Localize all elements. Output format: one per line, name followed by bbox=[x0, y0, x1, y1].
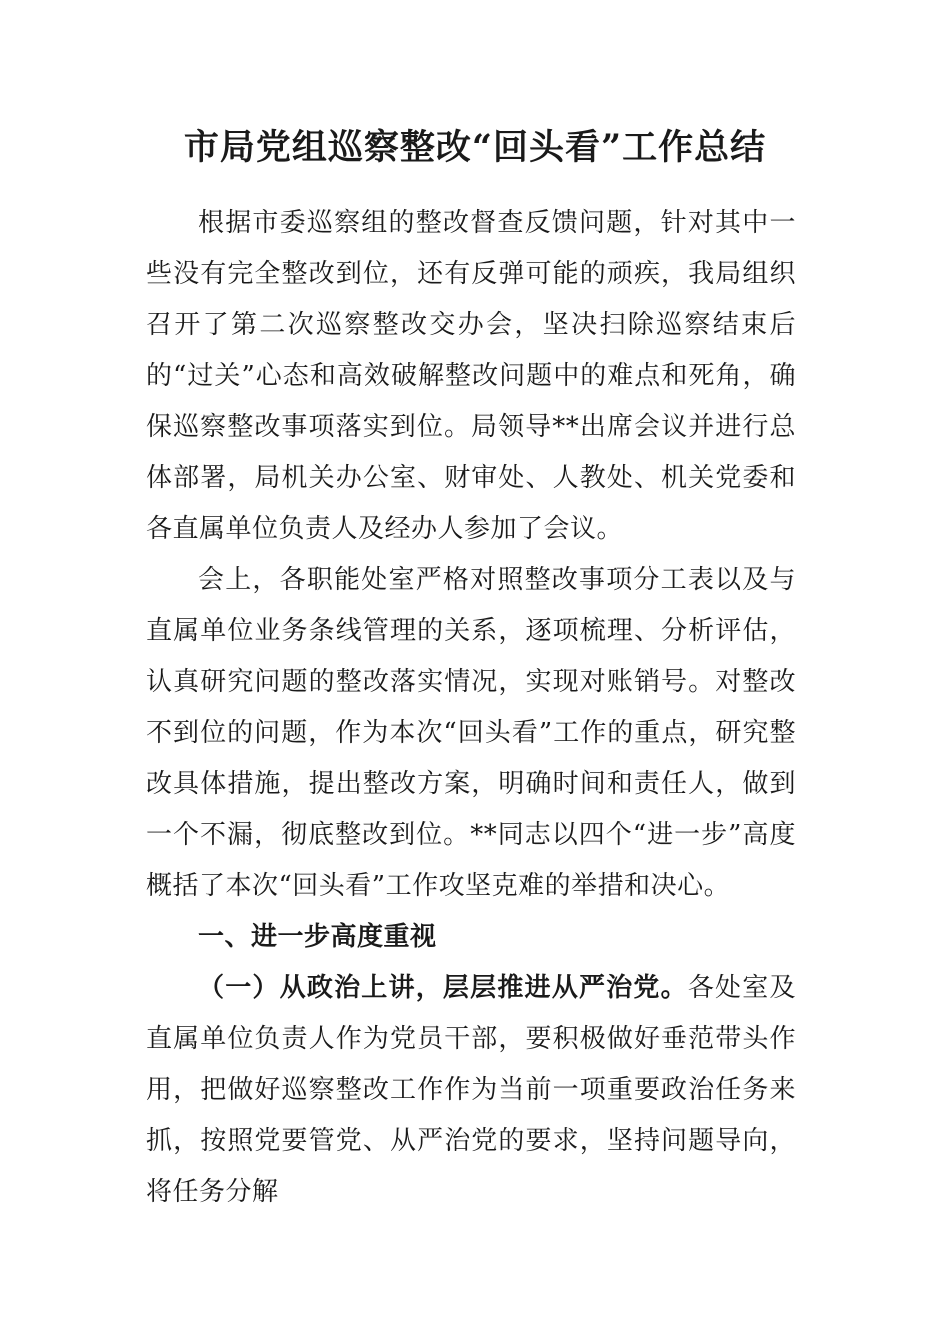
subsection-paragraph-1 bbox=[146, 963, 796, 1218]
section-heading-1: 一、进一步高度重视 bbox=[198, 922, 437, 952]
document-title: 市局党组巡察整改“回头看”工作总结 bbox=[183, 127, 767, 168]
document-body bbox=[146, 198, 796, 1218]
subsection-lead: （一）从政治上讲，层层推进从严治党。 bbox=[198, 973, 688, 1003]
body-paragraph-1: 根据市委巡察组的整改督查反馈问题，针对其中一些没有完全整改到位，还有反弹可能的顽疾，我局组织召开了第二次巡察整改交办会，坚决扫除巡察结束后的“过关”心态和高效破解整改问题中的难点和死角，确保巡察整改事项落实到位。局领导**出席会议并进行总体部署，局机关办公室、财审处、人教处、机关党委和各直属单位负责人及经办人参加了会议。 bbox=[146, 208, 796, 544]
body-paragraph-2: 会上，各职能处室严格对照整改事项分工表以及与直属单位业务条线管理的关系，逐项梳理、分析评估，认真研究问题的整改落实情况，实现对账销号。对整改不到位的问题，作为本次“回头看”工作的重点，研究整改具体措施，提出整改方案，明确时间和责任人，做到一个不漏，彻底整改到位。**同志以四个“进一步”高度概括了本次“回头看”工作攻坚克难的举措和决心。 bbox=[146, 565, 796, 901]
subsection-text: 各处室及直属单位负责人作为党员干部，要积极做好垂范带头作用，把做好巡察整改工作作为当前一项重要政治任务来抓，按照党要管党、从严治党的要求，坚持问题导向，将任务分解 bbox=[146, 973, 796, 1207]
